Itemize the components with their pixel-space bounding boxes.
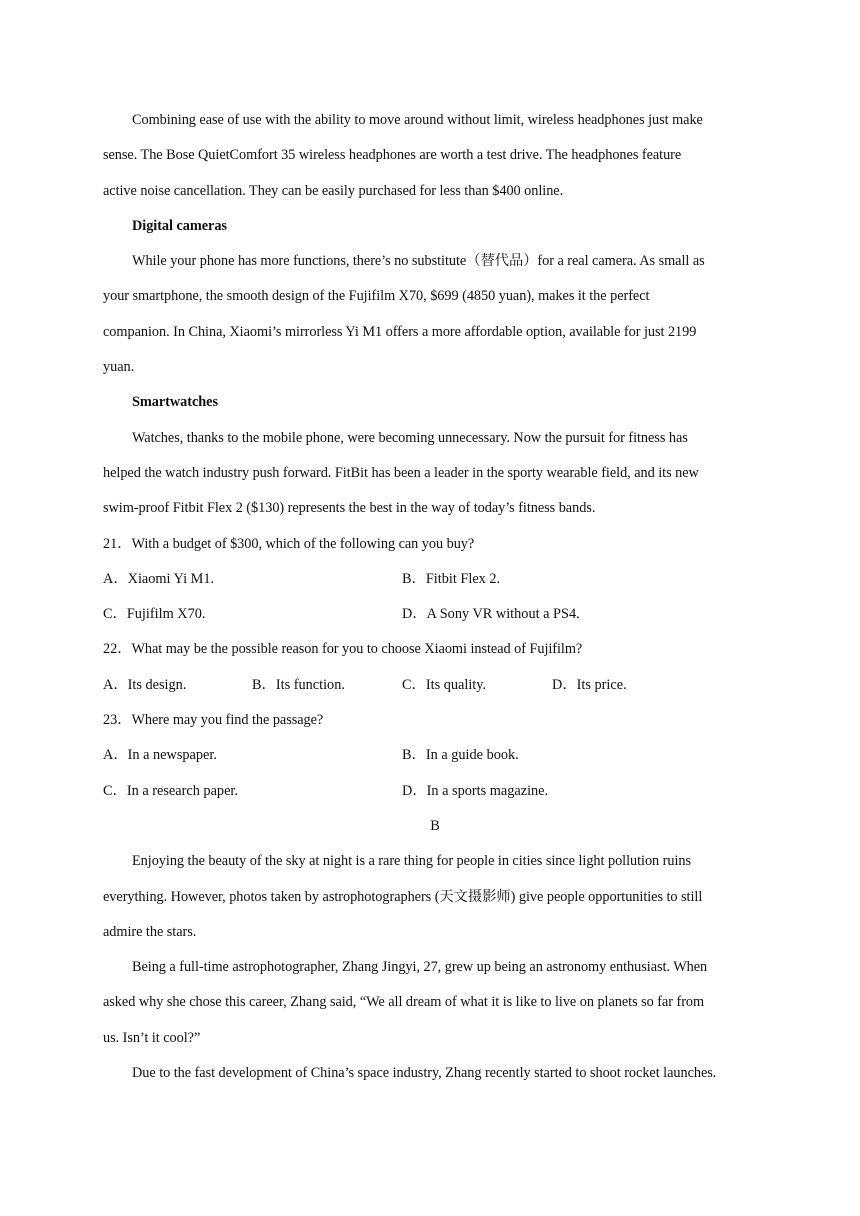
text-line: asked why she chose this career, Zhang said, “We all dream of what it is like to live on planets so far from xyxy=(103,994,705,1011)
options-row xyxy=(103,738,767,773)
option-c: C．In a research paper. xyxy=(103,782,238,799)
document-page xyxy=(103,103,767,1091)
text-line: everything. However, photos taken by astrophotographers (天文摄影师) give people opportunities to still xyxy=(103,888,703,905)
options-row xyxy=(103,668,767,703)
text-line: Watches, thanks to the mobile phone, were becoming unnecessary. Now the pursuit for fitness has xyxy=(132,429,688,446)
paragraph-cameras xyxy=(103,244,767,385)
text-line: Enjoying the beauty of the sky at night is a rare thing for people in cities since light pollution ruins xyxy=(132,853,692,870)
text-line: companion. In China, Xiaomi’s mirrorless Yi M1 offers a more affordable option, available for just 2199 xyxy=(103,323,697,340)
option-b: B．Its function. xyxy=(252,676,345,693)
text-line: your smartphone, the smooth design of the Fujifilm X70, $699 (4850 yuan), makes it the perfect xyxy=(103,288,650,305)
option-d: D．A Sony VR without a PS4. xyxy=(402,606,580,623)
text-line: sense. The Bose QuietComfort 35 wireless headphones are worth a test drive. The headphones feature xyxy=(103,147,682,164)
option-d: D．Its price. xyxy=(552,676,627,693)
question-23 xyxy=(103,703,767,809)
options-row xyxy=(103,774,767,809)
option-a: A．In a newspaper. xyxy=(103,747,217,764)
section-heading-smartwatches: Smartwatches xyxy=(132,394,218,411)
paragraph-rocket-launches xyxy=(103,1056,767,1091)
paragraph-headphones xyxy=(103,103,767,209)
section-label-b: B xyxy=(430,817,440,834)
option-b: B．Fitbit Flex 2. xyxy=(402,570,501,587)
option-c: C．Fujifilm X70. xyxy=(103,606,206,623)
section-heading-cameras: Digital cameras xyxy=(132,217,227,234)
text-line: admire the stars. xyxy=(103,923,197,940)
question-stem: 23．Where may you find the passage? xyxy=(103,712,324,729)
text-line: us. Isn’t it cool?” xyxy=(103,1029,201,1046)
paragraph-night-sky xyxy=(103,844,767,950)
text-line: Due to the fast development of China’s space industry, Zhang recently started to shoot rocket launches. xyxy=(132,1065,717,1082)
question-21 xyxy=(103,527,767,633)
text-line: While your phone has more functions, there’s no substitute（替代品）for a real camera. As small as xyxy=(132,253,705,270)
option-b: B．In a guide book. xyxy=(402,747,519,764)
text-line: yuan. xyxy=(103,359,135,376)
question-stem: 22．What may be the possible reason for you to choose Xiaomi instead of Fujifilm? xyxy=(103,641,583,658)
paragraph-zhang-jingyi xyxy=(103,950,767,1056)
question-stem: 21．With a budget of $300, which of the following can you buy? xyxy=(103,535,475,552)
option-a: A．Its design. xyxy=(103,676,187,693)
options-row xyxy=(103,597,767,632)
option-c: C．Its quality. xyxy=(402,676,487,693)
text-line: active noise cancellation. They can be easily purchased for less than $400 online. xyxy=(103,182,564,199)
options-row xyxy=(103,562,767,597)
paragraph-smartwatches xyxy=(103,421,767,527)
text-line: Being a full-time astrophotographer, Zhang Jingyi, 27, grew up being an astronomy enthusiast. When xyxy=(132,959,708,976)
option-a: A．Xiaomi Yi M1. xyxy=(103,570,215,587)
question-22 xyxy=(103,632,767,703)
option-d: D．In a sports magazine. xyxy=(402,782,549,799)
text-line: swim-proof Fitbit Flex 2 ($130) represents the best in the way of today’s fitness bands. xyxy=(103,500,596,517)
text-line: Combining ease of use with the ability to move around without limit, wireless headphones just make xyxy=(132,112,703,128)
text-line: helped the watch industry push forward. FitBit has been a leader in the sporty wearable field, and its new xyxy=(103,464,699,481)
